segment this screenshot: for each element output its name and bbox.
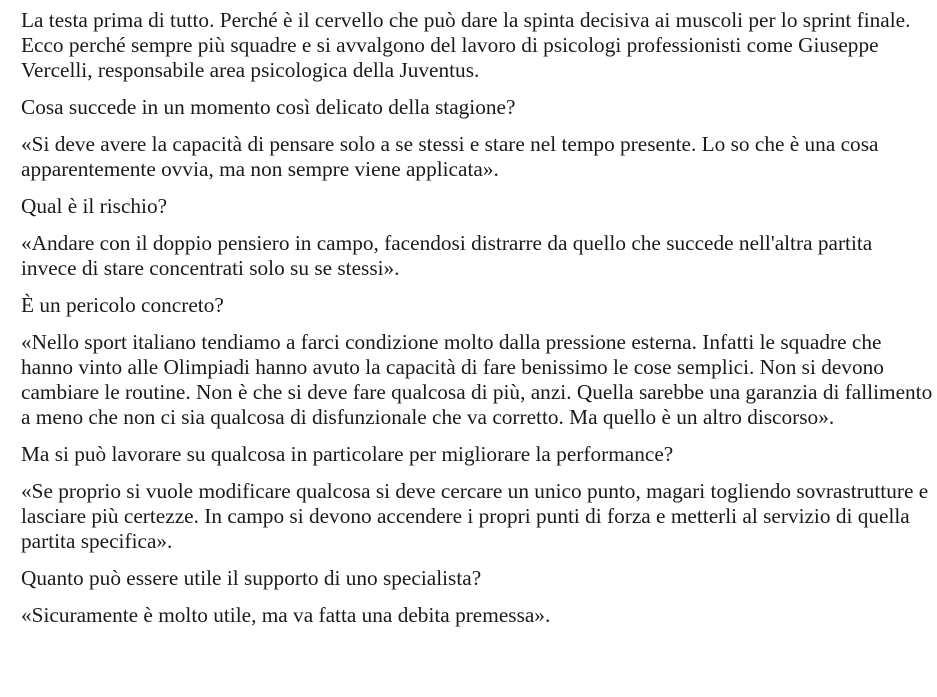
question-paragraph: Quanto può essere utile il supporto di uno specialista? [21, 566, 482, 590]
question-paragraph: Qual è il rischio? [21, 194, 168, 218]
answer-paragraph: «Andare con il doppio pensiero in campo, facendosi distrarre da quello che succede nell'altra partita invece di stare concentrati solo su se stessi». [21, 231, 873, 280]
answer-paragraph: «Si deve avere la capacità di pensare solo a se stessi e stare nel tempo presente. Lo so che è una cosa apparentemente ovvia, ma non sempre viene applicata». [21, 132, 879, 181]
answer-paragraph: «Sicuramente è molto utile, ma va fatta una debita premessa». [21, 603, 551, 627]
answer-paragraph: «Se proprio si vuole modificare qualcosa si deve cercare un unico punto, magari togliendo sovrastrutture e lasciare più certezze. In campo si devono accendere i propri punti di forza e metterli al servizio di quella partita specifica». [21, 479, 929, 553]
article-body [21, 8, 933, 640]
question-paragraph: È un pericolo concreto? [21, 293, 224, 317]
answer-paragraph: «Nello sport italiano tendiamo a farci condizione molto dalla pressione esterna. Infatti le squadre che hanno vinto alle Olimpiadi hanno avuto la capacità di fare benissimo le cose semplici. Non si devono cambiare le routine. Non è che si deve fare qualcosa di più, anzi. Quella sarebbe una garanzia di fallimento a meno che non ci sia qualcosa di disfunzionale che va corretto. Ma quello è un altro discorso». [21, 330, 933, 429]
intro-paragraph: La testa prima di tutto. Perché è il cervello che può dare la spinta decisiva ai muscoli per lo sprint finale. Ecco perché sempre più squadre e si avvalgono del lavoro di psicologi professionisti come Giuseppe Vercelli, responsabile area psicologica della Juventus. [21, 8, 911, 82]
question-paragraph: Cosa succede in un momento così delicato della stagione? [21, 95, 516, 119]
question-paragraph: Ma si può lavorare su qualcosa in particolare per migliorare la performance? [21, 442, 674, 466]
